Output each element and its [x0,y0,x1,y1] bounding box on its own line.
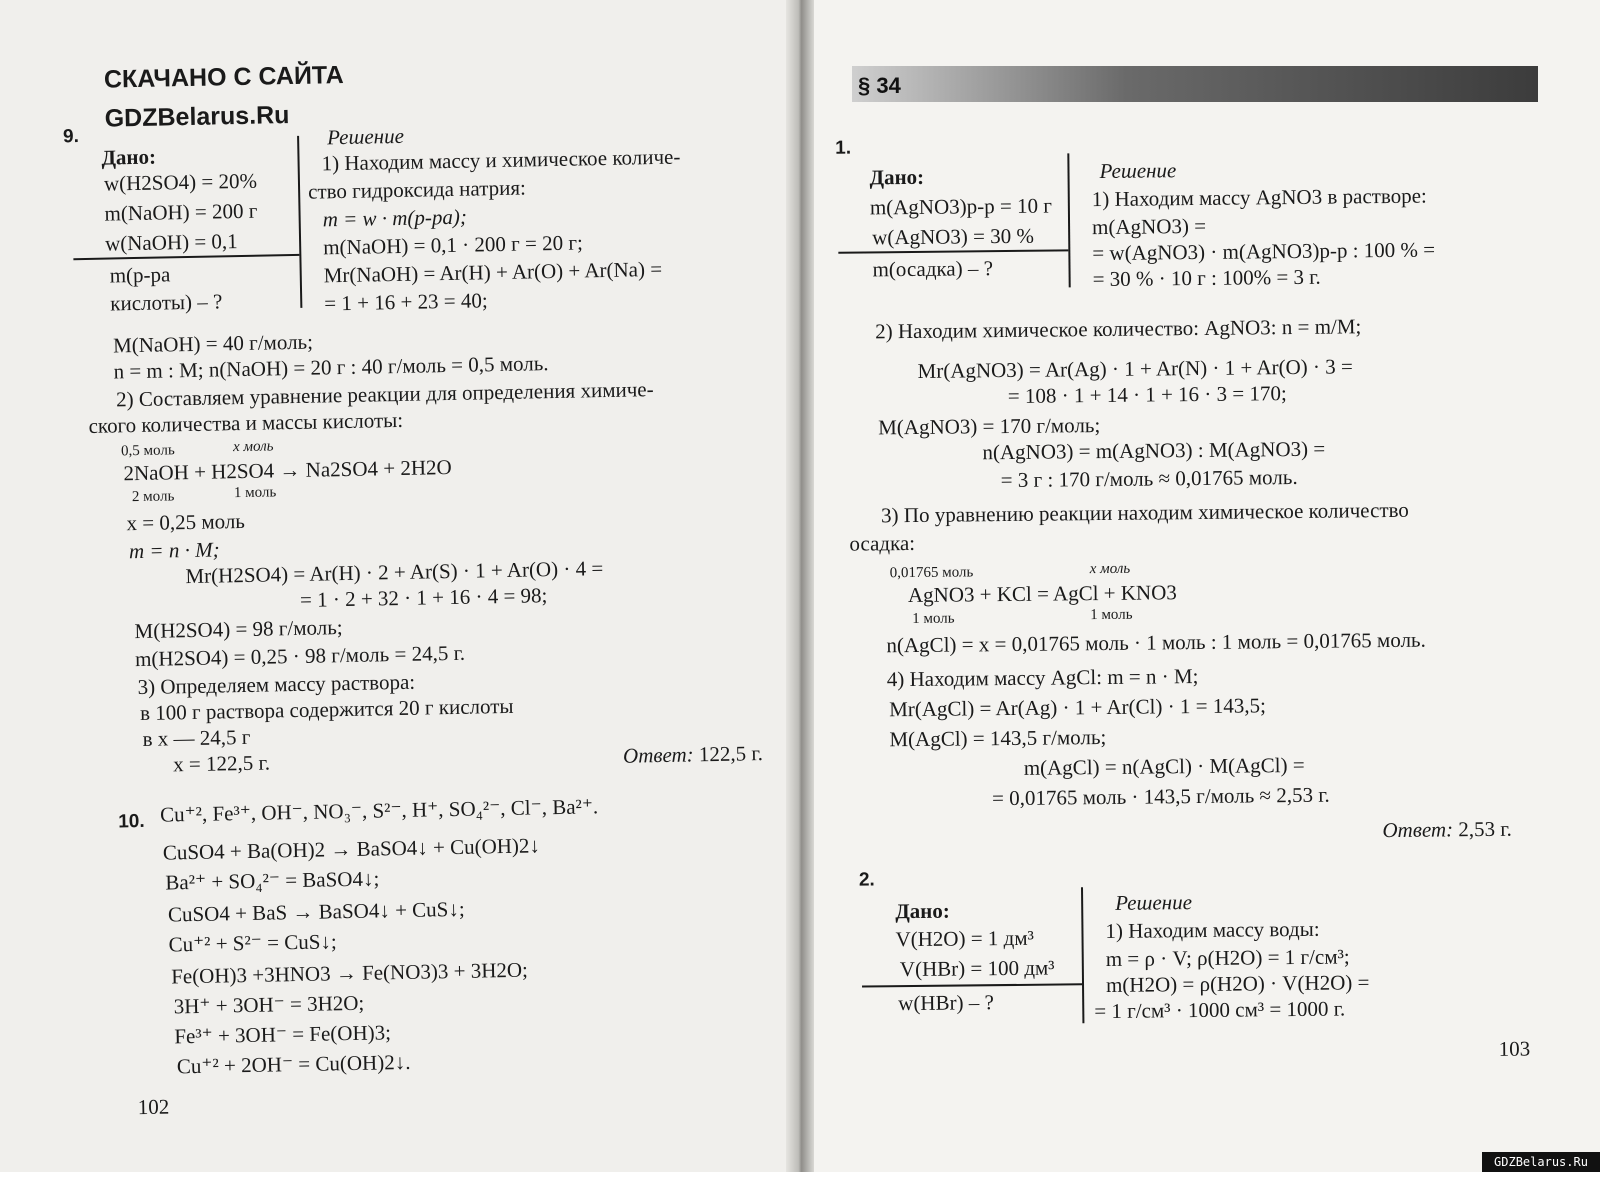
answer-value: 2,53 г. [1458,816,1512,842]
watermark-line2: GDZBelarus.Ru [104,101,290,133]
given-vertical-divider [1067,153,1070,287]
solution-line: Mr(NaOH) = Ar(H) + Ar(O) + Ar(Na) = [323,256,663,288]
reaction-line: Ba²⁺ + SO₄²⁻ = BaSO4↓; [165,866,380,895]
solution-line: ство гидроксида натрия: [307,175,527,204]
body-line: n = m : M; n(NaOH) = 20 г : 40 г/моль = 0,5 моль. [113,351,549,384]
answer-label: Ответ: [622,742,694,768]
body-line: 2) Составляем уравнение реакции для определения химиче- [115,377,654,412]
body-line: n(AgNO3) = m(AgNO3) : M(AgNO3) = [982,436,1326,465]
given-line: V(HBr) = 100 дм³ [899,955,1055,982]
watermark-line1: СКАЧАНО С САЙТА [103,60,344,94]
section-title: § 34 [858,73,901,98]
given-vertical-divider [1081,887,1084,1023]
body-line: = 3 г : 170 г/моль ≈ 0,01765 моль. [1000,464,1298,493]
reaction-line: CuSO4 + BaS → BaSO4↓ + CuS↓; [167,896,465,927]
body-line: n(AgCl) = x = 0,01765 моль · 1 моль : 1 моль = 0,01765 моль. [886,627,1426,658]
given-line: w(NaOH) = 0,1 [104,229,238,256]
problem-9-number: 9. [62,126,80,148]
solution-line: m(AgNO3) = [1091,213,1207,240]
eq-top-label: x моль [232,438,274,456]
body-line: M(AgCl) = 143,5 г/моль; [889,724,1107,752]
reaction-line: Cu⁺² + S²⁻ = CuS↓; [168,929,337,957]
problem-2-number: 2. [858,869,875,891]
body-line: в 100 г раствора содержится 20 г кислоты [139,693,514,726]
page-number-102: 102 [137,1094,170,1120]
given-line: V(H2O) = 1 дм³ [895,925,1035,952]
eq-top-label: x моль [1089,560,1131,578]
body-line: = 108 · 1 + 14 · 1 + 16 · 3 = 170; [1007,381,1287,409]
solution-line: 1) Находим массу и химическое количе- [321,144,681,176]
given-label: Дано: [895,898,950,924]
answer [1382,817,1512,842]
body-line: = 1 · 2 + 32 · 1 + 16 · 4 = 98; [299,583,548,612]
solution-line: 1) Находим массу воды: [1105,916,1320,944]
body-line: x = 122,5 г. [172,750,271,777]
answer [623,741,763,768]
solution-line: = 1 + 16 + 23 = 40; [324,288,488,316]
right-page-content [794,0,1600,1176]
body-line: M(NaOH) = 40 г/моль; [112,329,314,358]
find-line: m(осадка) – ? [872,256,994,282]
reaction-line: CuSO4 + Ba(OH)2 → BaSO4↓ + Cu(OH)2↓ [162,833,541,865]
solution-line: m = w · m(р-ра); [322,204,468,232]
watermark-corner: GDZBelarus.Ru [1482,1152,1600,1172]
solution-line: 1) Находим массу AgNO3 в растворе: [1091,183,1427,212]
solution-line: = w(AgNO3) · m(AgNO3)р-р : 100 % = [1092,237,1436,266]
given-label: Дано: [869,164,925,190]
given-line: w(AgNO3) = 30 % [872,223,1035,250]
solution-label: Решение [1115,890,1193,915]
body-line: Mr(H2SO4) = Ar(H) · 2 + Ar(S) · 1 + Ar(O) · 4 = [185,556,604,589]
reaction-equation: 2NaOH + H2SO4 → Na2SO4 + 2H2O [123,454,452,486]
given-label: Дано: [101,144,157,170]
body-line: 4) Находим массу AgCl: m = n · M; [886,664,1199,692]
body-line: в x — 24,5 г [142,724,251,751]
find-line: кислоты) – ? [110,289,223,316]
body-line: 3) Определяем массу раствора: [137,669,416,700]
body-line: 2) Находим химическое количество: AgNO3: n = m/M; [875,314,1362,344]
reaction-line: Cu⁺² + 2OH⁻ = Cu(OH)2↓. [176,1049,411,1079]
body-line: Mr(AgCl) = Ar(Ag) · 1 + Ar(Cl) · 1 = 143,5; [889,693,1266,722]
reaction-line: Fe³⁺ + 3OH⁻ = Fe(OH)3; [174,1020,392,1049]
given-divider [838,249,1068,253]
find-line: w(HBr) – ? [898,990,994,1016]
solution-line: = 30 % · 10 г : 100% = 3 г. [1092,264,1321,292]
ion-list: Cu⁺², Fe³⁺, OH⁻, NO₃⁻, S²⁻, H⁺, SO₄²⁻, Cl⁻, Ba²⁺. [159,794,599,827]
given-line: w(H2SO4) = 20% [103,168,258,196]
eq-bottom-label: 2 моль [131,488,175,506]
solution-line: m(NaOH) = 0,1 · 200 г = 20 г; [322,230,584,260]
eq-top-label: 0,01765 моль [889,564,974,582]
eq-top-label: 0,5 моль [120,442,175,460]
given-line: m(AgNO3)р-р = 10 г [869,193,1053,220]
solution-label: Решение [1099,158,1177,184]
problem-10-number: 10. [118,810,145,833]
body-line: 3) По уравнению реакции находим химическое количество [880,497,1409,528]
answer-label: Ответ: [1382,817,1454,843]
eq-bottom-label: 1 моль [912,610,955,628]
eq-bottom-label: 1 моль [1090,606,1133,624]
given-line: m(NaOH) = 200 г [104,198,258,226]
answer-value: 122,5 г. [698,741,764,767]
given-divider [862,983,1082,987]
reaction-line: 3H⁺ + 3OH⁻ = 3H2O; [173,990,365,1019]
solution-line: m(H2O) = ρ(H2O) · V(H2O) = [1105,970,1370,998]
body-line: m = n · M; [128,537,220,564]
reaction-line: Fe(OH)3 +3HNO3 → Fe(NO3)3 + 3H2O; [170,957,529,989]
solution-line: = 1 г/см³ · 1000 см³ = 1000 г. [1094,996,1346,1024]
body-line: осадка: [849,530,916,556]
problem-1-number: 1. [835,137,852,159]
find-line: m(р-ра [109,262,171,288]
reaction-equation: AgNO3 + KCl = AgCl + KNO3 [907,580,1177,608]
body-line: Mr(AgNO3) = Ar(Ag) · 1 + Ar(N) · 1 + Ar(O) · 3 = [917,354,1353,383]
body-line: m(AgCl) = n(AgCl) · M(AgCl) = [1023,752,1305,780]
body-line: M(H2SO4) = 98 г/моль; [134,615,343,644]
eq-bottom-label: 1 моль [233,484,277,502]
solution-line: m = ρ · V; ρ(H2O) = 1 г/см³; [1105,944,1350,972]
body-line: M(AgNO3) = 170 г/моль; [878,413,1101,440]
body-line: = 0,01765 моль · 143,5 г/моль ≈ 2,53 г. [991,782,1330,811]
body-line: m(H2SO4) = 0,25 · 98 г/моль = 24,5 г. [134,640,466,672]
given-vertical-divider [297,136,302,308]
solution-label: Решение [326,123,405,150]
page-number-103: 103 [1498,1036,1531,1061]
body-line: ского количества и массы кислоты: [88,407,404,438]
body-line: x = 0,25 моль [126,508,246,536]
